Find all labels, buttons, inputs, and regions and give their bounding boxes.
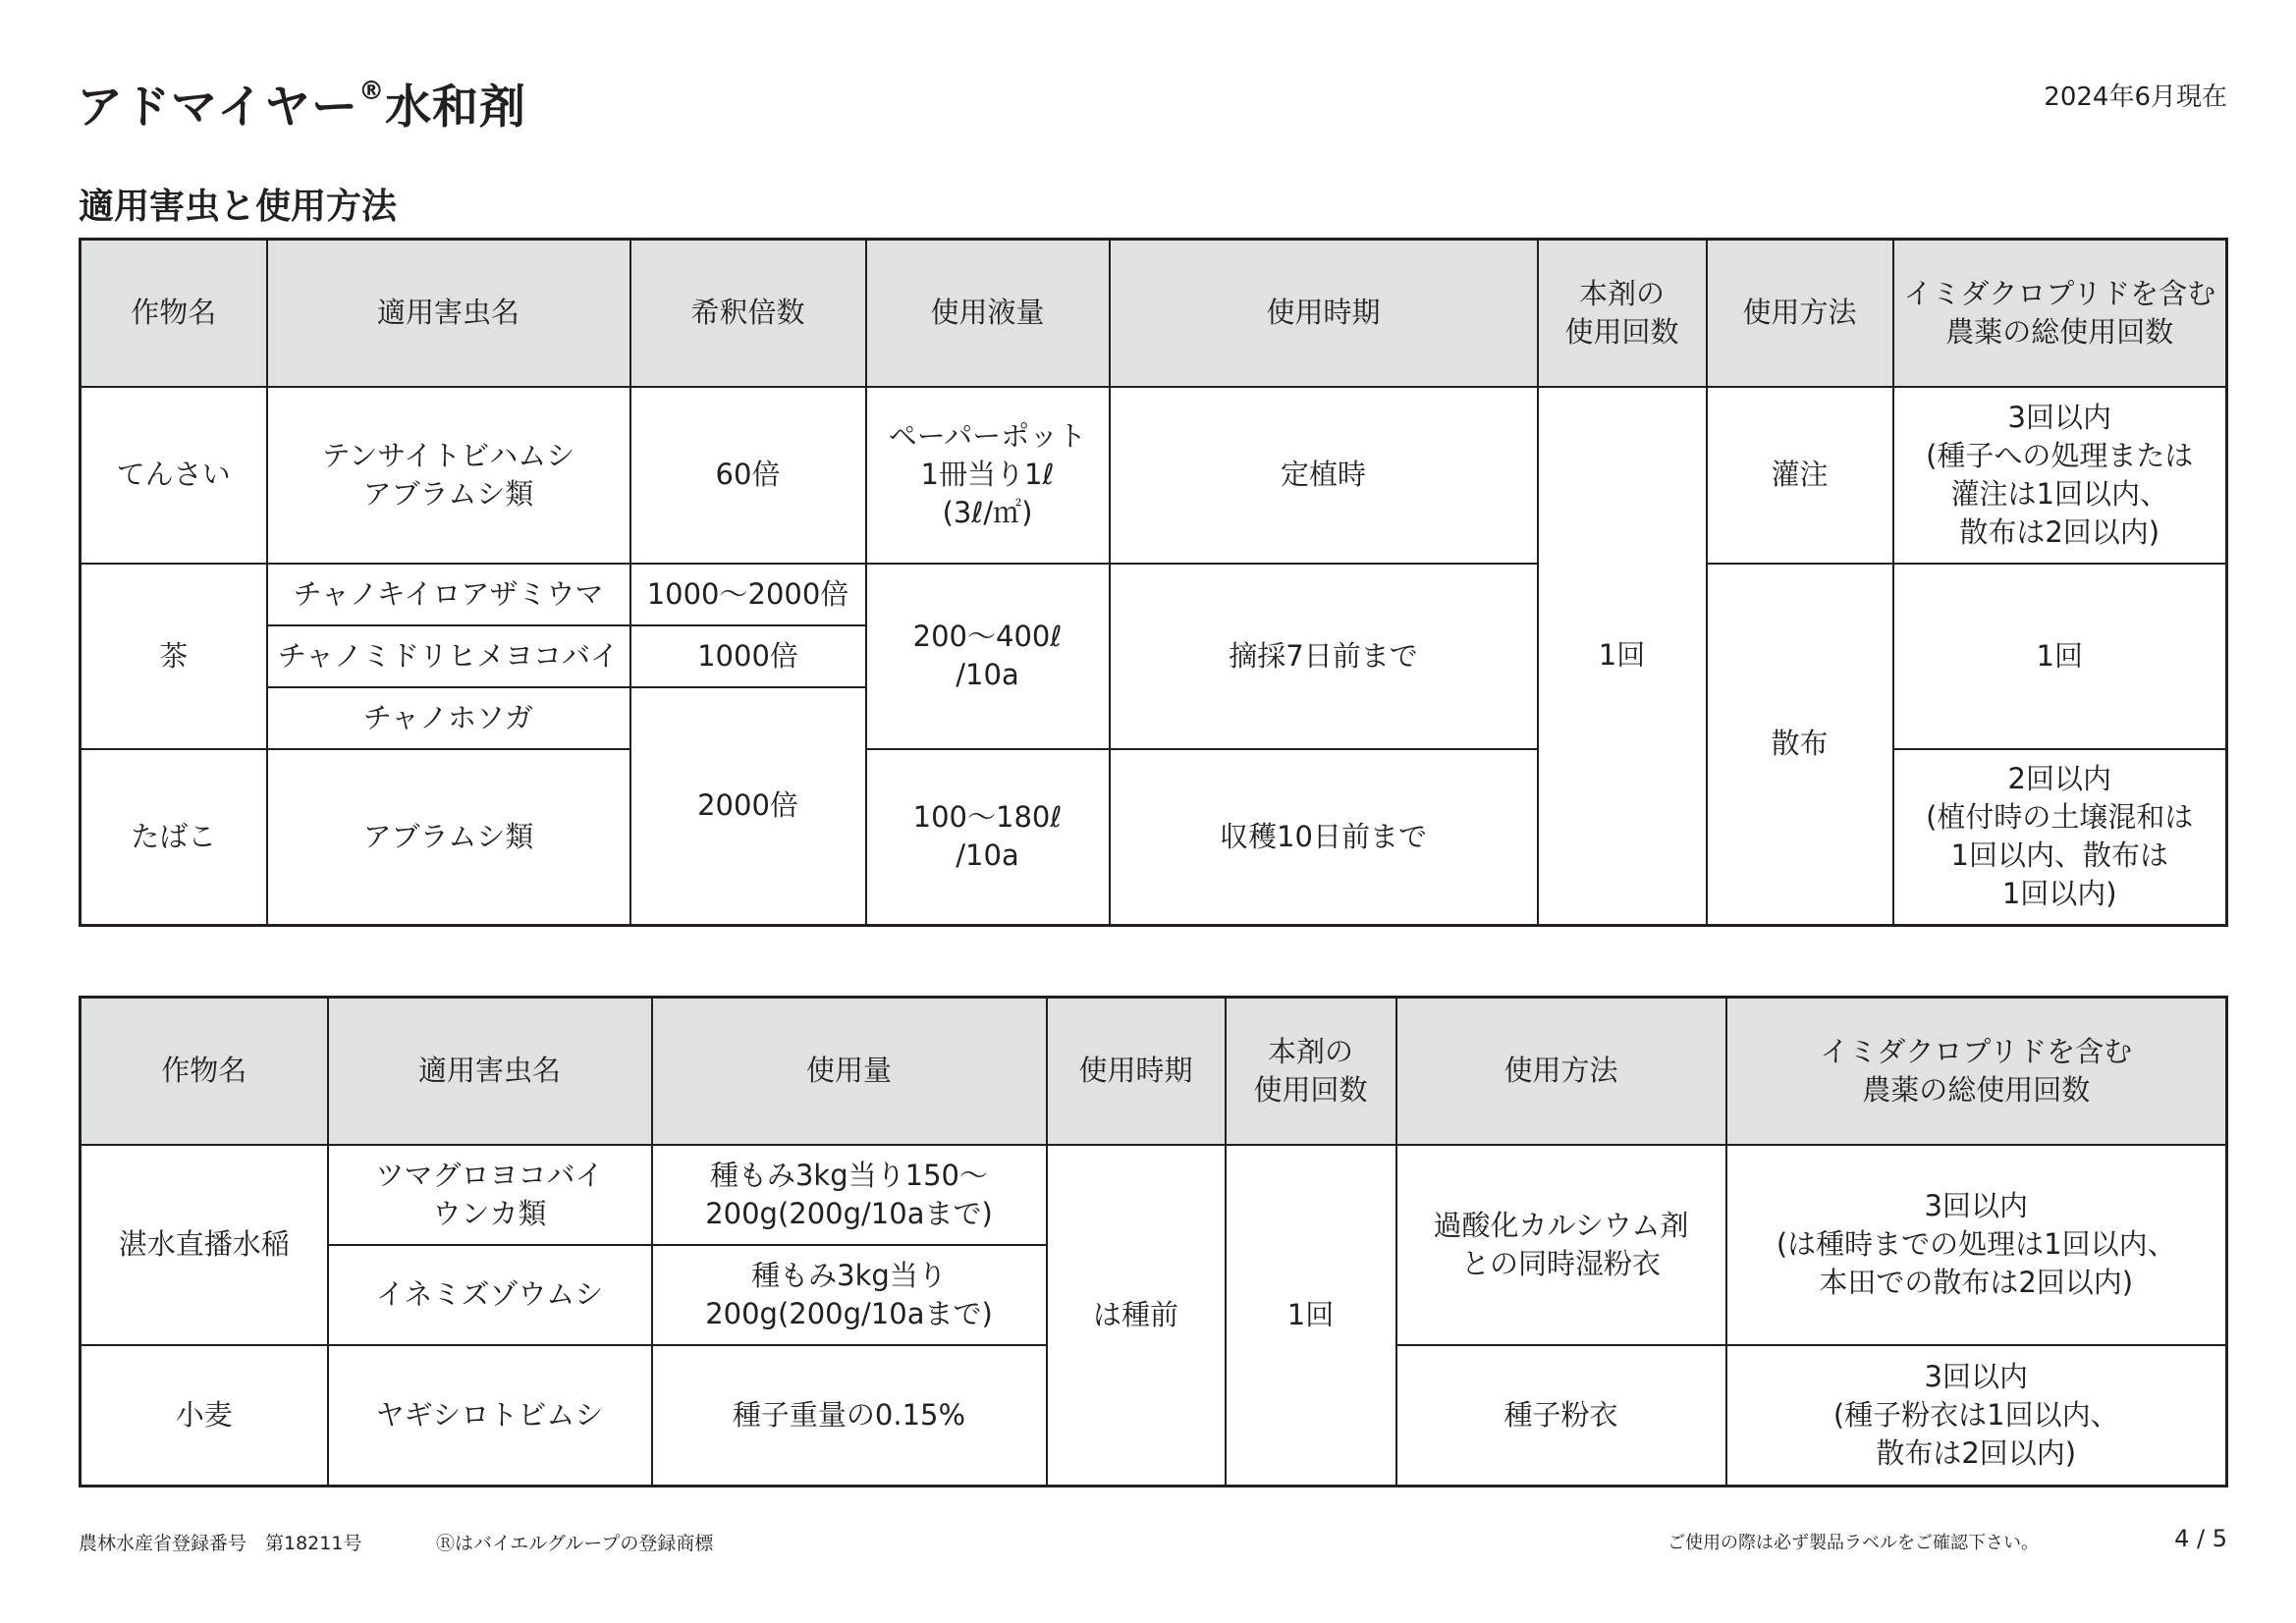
registration-number: 農林水産省登録番号 第18211号 [79, 1533, 362, 1554]
method-cell: 灌注 [1707, 387, 1893, 564]
table-row [81, 564, 2227, 625]
label-check-note: ご使用の際は必ず製品ラベルをご確認下さい。 [1667, 1533, 2039, 1553]
usage-table-1 [79, 238, 2228, 927]
total-count-cell: 3回以内 (は種時までの処理は1回以内、 本田での散布は2回以内) [1726, 1145, 2227, 1345]
total-count-cell: 2回以内 (植付時の土壌混和は 1回以内、散布は 1回以内) [1893, 749, 2227, 926]
count-cell: 1回 [1538, 387, 1707, 926]
pest-cell: チャノホソガ [267, 687, 630, 749]
trademark-note: Ⓡはバイエルグループの登録商標 [436, 1533, 714, 1554]
crop-cell: 湛水直播水稲 [81, 1145, 328, 1345]
page-number: 4 / 5 [2174, 1525, 2227, 1552]
table-row [81, 387, 2227, 564]
table-row [81, 749, 2227, 926]
table-row [81, 1145, 2227, 1245]
table-header-row [81, 998, 2227, 1145]
pest-cell: ツマグロヨコバイ ウンカ類 [328, 1145, 652, 1245]
crop-cell: てんさい [81, 387, 267, 564]
registered-mark: ® [358, 77, 386, 106]
amount-cell: 種もみ3kg当り 200g(200g/10aまで) [652, 1245, 1047, 1345]
crop-cell: 小麦 [81, 1345, 328, 1487]
title-main: アドマイヤー [77, 81, 359, 135]
volume-cell: 100〜180ℓ /10a [866, 749, 1110, 926]
header-cell: 作物名 [81, 240, 267, 387]
header-cell: 希釈倍数 [630, 240, 866, 387]
header-cell: 本剤の 使用回数 [1538, 240, 1707, 387]
timing-cell: は種前 [1047, 1145, 1226, 1487]
crop-cell: 茶 [81, 564, 267, 749]
header-cell: イミダクロプリドを含む 農薬の総使用回数 [1893, 240, 2227, 387]
pest-cell: チャノミドリヒメヨコバイ [267, 625, 630, 687]
header-cell: イミダクロプリドを含む 農薬の総使用回数 [1726, 998, 2227, 1145]
dilution-cell: 2000倍 [630, 687, 866, 926]
header-cell: 適用害虫名 [328, 998, 652, 1145]
total-count-cell: 3回以内 (種子への処理または 灌注は1回以内、 散布は2回以内) [1893, 387, 2227, 564]
volume-cell: 200〜400ℓ /10a [866, 564, 1110, 749]
dilution-cell: 1000倍 [630, 625, 866, 687]
title-rest: 水和剤 [385, 81, 527, 135]
header-cell: 使用時期 [1047, 998, 1226, 1145]
pest-cell: チャノキイロアザミウマ [267, 564, 630, 625]
method-cell: 種子粉衣 [1396, 1345, 1726, 1487]
table-header-row [81, 240, 2227, 387]
pest-cell: ヤギシロトビムシ [328, 1345, 652, 1487]
header-cell: 使用量 [652, 998, 1047, 1145]
header-cell: 使用液量 [866, 240, 1110, 387]
pest-cell: イネミズゾウムシ [328, 1245, 652, 1345]
amount-cell: 種子重量の0.15% [652, 1345, 1047, 1487]
header-cell: 作物名 [81, 998, 328, 1145]
count-cell: 1回 [1226, 1145, 1396, 1487]
header-cell: 使用方法 [1707, 240, 1893, 387]
timing-cell: 定植時 [1110, 387, 1538, 564]
total-count-cell: 1回 [1893, 564, 2227, 749]
total-count-cell: 3回以内 (種子粉衣は1回以内、 散布は2回以内) [1726, 1345, 2227, 1487]
dilution-cell: 1000〜2000倍 [630, 564, 866, 625]
amount-cell: 種もみ3kg当り150〜 200g(200g/10aまで) [652, 1145, 1047, 1245]
timing-cell: 摘採7日前まで [1110, 564, 1538, 749]
method-cell: 過酸化カルシウム剤 との同時湿粉衣 [1396, 1145, 1726, 1345]
header-cell: 使用方法 [1396, 998, 1726, 1145]
dilution-cell: 60倍 [630, 387, 866, 564]
timing-cell: 収穫10日前まで [1110, 749, 1538, 926]
crop-cell: たばこ [81, 749, 267, 926]
header-cell: 使用時期 [1110, 240, 1538, 387]
pest-cell: テンサイトビハムシ アブラムシ類 [267, 387, 630, 564]
pest-cell: アブラムシ類 [267, 749, 630, 926]
volume-cell: ペーパーポット 1冊当り1ℓ (3ℓ/㎡) [866, 387, 1110, 564]
method-cell: 散布 [1707, 564, 1893, 926]
usage-table-2 [79, 996, 2228, 1488]
header-cell: 本剤の 使用回数 [1226, 998, 1396, 1145]
date-label: 2024年6月現在 [2044, 82, 2227, 112]
section-title: 適用害虫と使用方法 [79, 187, 398, 227]
document-title [77, 71, 526, 136]
header-cell: 適用害虫名 [267, 240, 630, 387]
